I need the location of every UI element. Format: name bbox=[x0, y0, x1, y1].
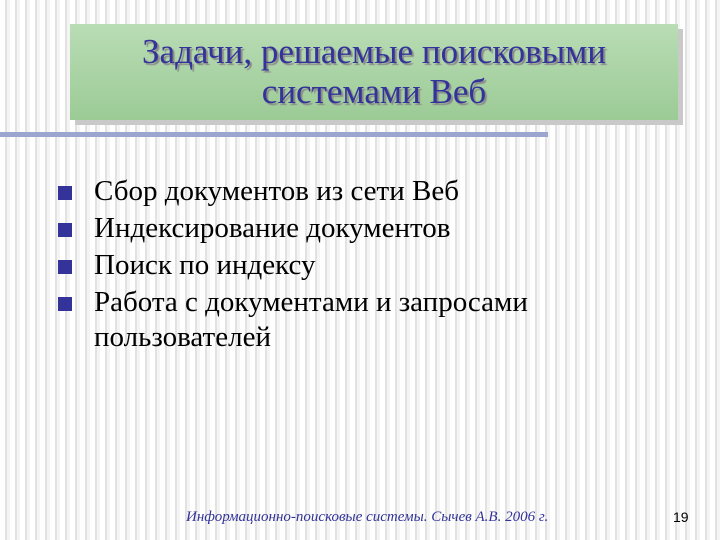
page-number: 19 bbox=[673, 509, 689, 525]
slide-title bbox=[70, 24, 678, 120]
square-bullet-icon bbox=[58, 223, 72, 237]
bullet-text: Индексирование документов bbox=[94, 212, 451, 244]
title-line-1: Задачи, решаемые поисковыми bbox=[142, 32, 606, 71]
square-bullet-icon bbox=[58, 297, 72, 311]
bullet-text: Сбор документов из сети Веб bbox=[94, 175, 459, 207]
square-bullet-icon bbox=[58, 186, 72, 200]
bullet-item bbox=[58, 211, 678, 246]
title-line-2: системами Веб bbox=[261, 72, 487, 111]
bullet-item bbox=[58, 285, 678, 355]
bullet-text: Работа с документами и запросами пользователей bbox=[94, 286, 528, 353]
bullet-list bbox=[58, 174, 678, 357]
square-bullet-icon bbox=[58, 260, 72, 274]
title-divider bbox=[0, 132, 548, 137]
bullet-item bbox=[58, 174, 678, 209]
bullet-item bbox=[58, 248, 678, 283]
bullet-text: Поиск по индексу bbox=[94, 249, 316, 281]
footer-text: Информационно-поисковые системы. Сычев А.В. 2006 г. bbox=[186, 509, 549, 525]
